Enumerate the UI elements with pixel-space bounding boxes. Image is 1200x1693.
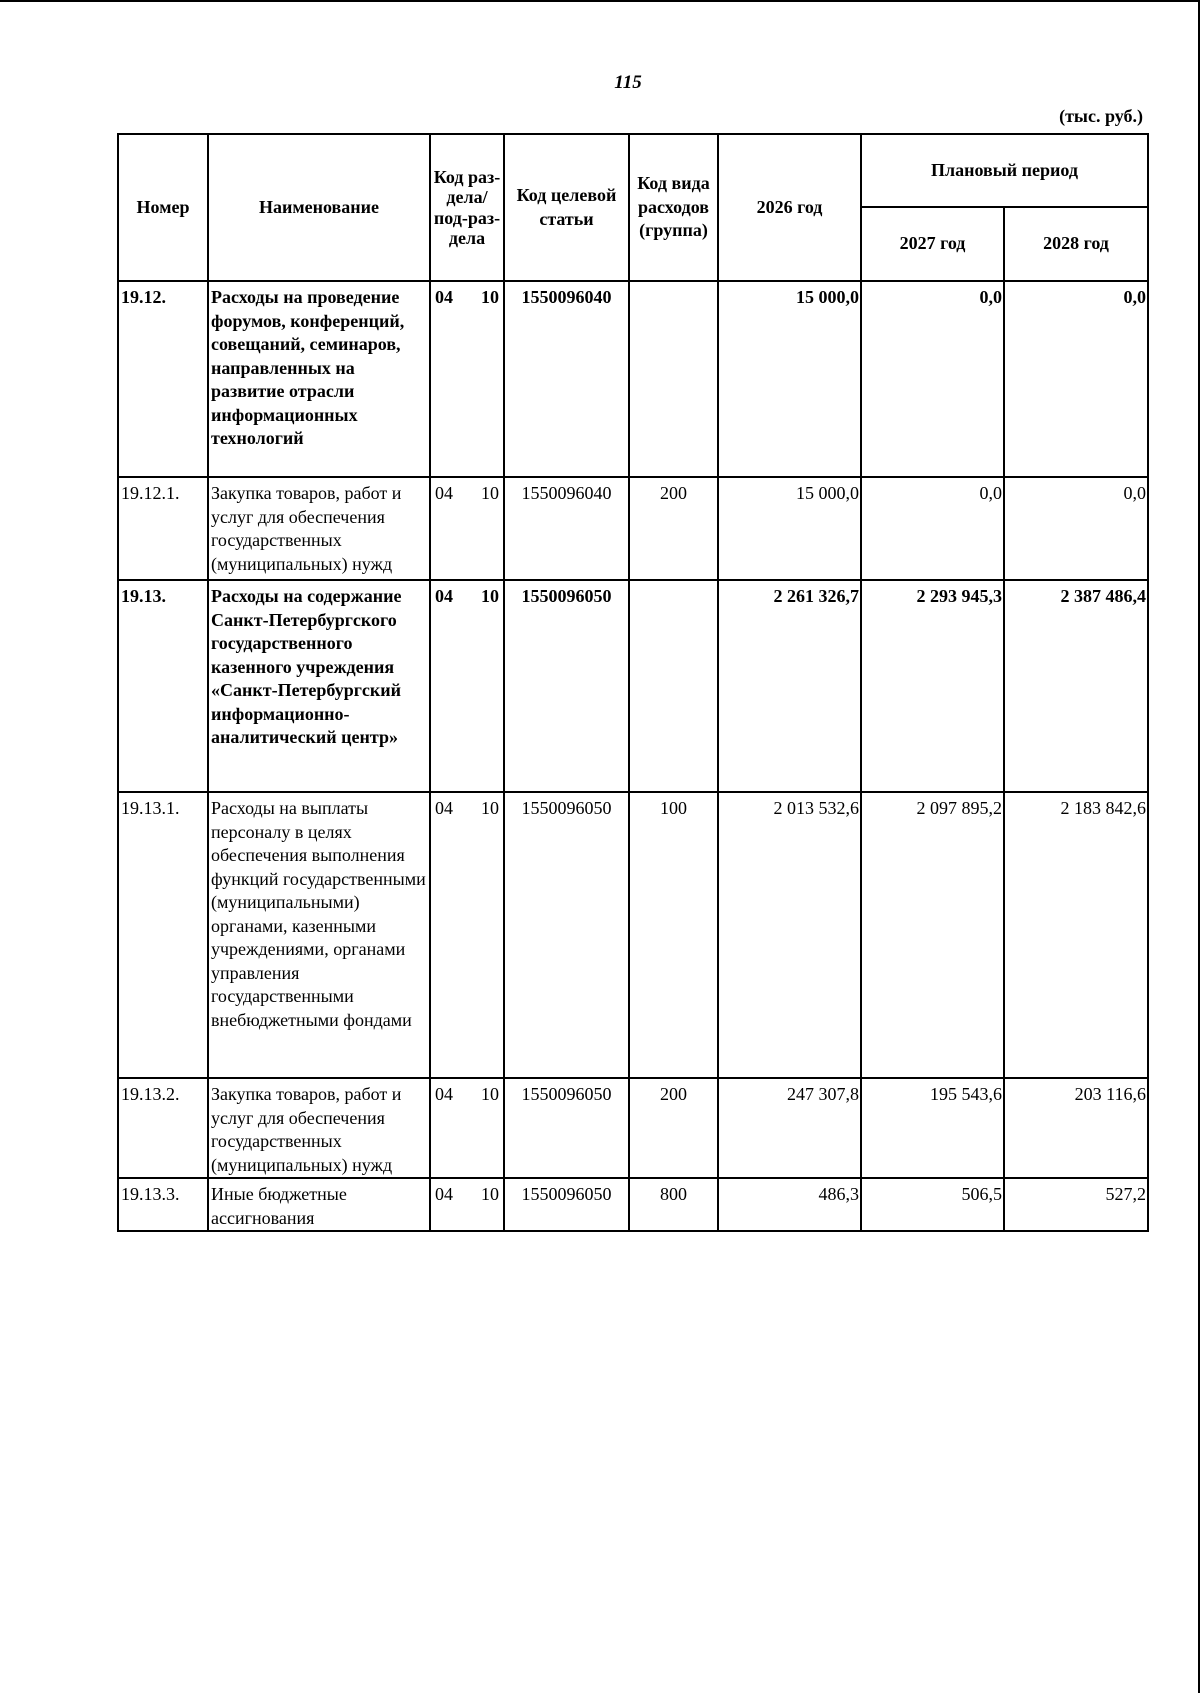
- subsection-code: 10: [481, 287, 499, 307]
- table-row: [118, 1078, 1148, 1178]
- section-code: 04: [435, 586, 453, 606]
- row-target-article: 1550096040: [504, 281, 629, 477]
- row-amount-2028: 0,0: [1004, 477, 1148, 580]
- row-name: Закупка товаров, работ и услуг для обеспечения государственных (муниципальных) нужд: [208, 477, 430, 580]
- header-target-article: Код целевой статьи: [504, 134, 629, 281]
- row-target-article: 1550096050: [504, 792, 629, 1078]
- subsection-code: 10: [481, 483, 499, 503]
- table-row: [118, 1178, 1148, 1231]
- subsection-code: 10: [481, 1184, 499, 1204]
- row-amount-2026: 15 000,0: [718, 477, 861, 580]
- row-amount-2028: 203 116,6: [1004, 1078, 1148, 1178]
- row-amount-2027: 2 293 945,3: [861, 580, 1004, 792]
- row-amount-2027: 2 097 895,2: [861, 792, 1004, 1078]
- row-number: 19.12.: [118, 281, 208, 477]
- row-amount-2028: 2 183 842,6: [1004, 792, 1148, 1078]
- row-section-code: [430, 477, 504, 580]
- row-amount-2026: 2 261 326,7: [718, 580, 861, 792]
- header-year-2026: 2026 год: [718, 134, 861, 281]
- row-target-article: 1550096050: [504, 1078, 629, 1178]
- header-year-2028: 2028 год: [1004, 207, 1148, 281]
- page-number: 115: [614, 72, 642, 93]
- row-expense-type: 200: [629, 477, 718, 580]
- section-code: 04: [435, 287, 453, 307]
- header-section: Код раз-дела/ под-раз-дела: [430, 134, 504, 281]
- row-name: Иные бюджетные ассигнования: [208, 1178, 430, 1231]
- row-number: 19.13.: [118, 580, 208, 792]
- row-amount-2026: 15 000,0: [718, 281, 861, 477]
- row-expense-type: 800: [629, 1178, 718, 1231]
- header-name: Наименование: [208, 134, 430, 281]
- row-expense-type: 200: [629, 1078, 718, 1178]
- table-row: [118, 477, 1148, 580]
- row-amount-2026: 2 013 532,6: [718, 792, 861, 1078]
- table-row: [118, 792, 1148, 1078]
- table-body: [118, 281, 1148, 1231]
- row-name: Расходы на содержание Санкт-Петербургского государственного казенного учреждения «Санкт-Петербургский информационно-аналитический центр»: [208, 580, 430, 792]
- table-header: [118, 134, 1148, 281]
- table-row: [118, 281, 1148, 477]
- header-planning-period: Плановый период: [861, 134, 1148, 207]
- row-number: 19.13.1.: [118, 792, 208, 1078]
- row-target-article: 1550096050: [504, 1178, 629, 1231]
- row-expense-type: [629, 281, 718, 477]
- row-section-code: [430, 580, 504, 792]
- row-name: Расходы на проведение форумов, конференций, совещаний, семинаров, направленных на развитие отрасли информационных технологий: [208, 281, 430, 477]
- row-number: 19.13.3.: [118, 1178, 208, 1231]
- row-amount-2028: 0,0: [1004, 281, 1148, 477]
- row-amount-2028: 2 387 486,4: [1004, 580, 1148, 792]
- row-target-article: 1550096040: [504, 477, 629, 580]
- row-amount-2027: 0,0: [861, 281, 1004, 477]
- row-name: Расходы на выплаты персоналу в целях обеспечения выполнения функций государственными (муниципальными) органами, казенными учреждениями, органами управления государственными внебюджетными фондами: [208, 792, 430, 1078]
- row-amount-2028: 527,2: [1004, 1178, 1148, 1231]
- row-name: Закупка товаров, работ и услуг для обеспечения государственных (муниципальных) нужд: [208, 1078, 430, 1178]
- header-expense-type: Код вида расходов (группа): [629, 134, 718, 281]
- budget-table: [117, 133, 1149, 1232]
- page-border-top: [0, 0, 1200, 2]
- section-code: 04: [435, 1184, 453, 1204]
- section-code: 04: [435, 798, 453, 818]
- row-number: 19.13.2.: [118, 1078, 208, 1178]
- row-section-code: [430, 281, 504, 477]
- row-expense-type: [629, 580, 718, 792]
- row-expense-type: 100: [629, 792, 718, 1078]
- row-amount-2027: 0,0: [861, 477, 1004, 580]
- row-section-code: [430, 1078, 504, 1178]
- section-code: 04: [435, 1084, 453, 1104]
- row-number: 19.12.1.: [118, 477, 208, 580]
- subsection-code: 10: [481, 586, 499, 606]
- row-amount-2027: 195 543,6: [861, 1078, 1004, 1178]
- subsection-code: 10: [481, 798, 499, 818]
- row-amount-2026: 486,3: [718, 1178, 861, 1231]
- row-section-code: [430, 1178, 504, 1231]
- subsection-code: 10: [481, 1084, 499, 1104]
- table-row: [118, 580, 1148, 792]
- header-number: Номер: [118, 134, 208, 281]
- section-code: 04: [435, 483, 453, 503]
- row-section-code: [430, 792, 504, 1078]
- row-amount-2027: 506,5: [861, 1178, 1004, 1231]
- header-year-2027: 2027 год: [861, 207, 1004, 281]
- units-label: (тыс. руб.): [1059, 106, 1143, 126]
- row-target-article: 1550096050: [504, 580, 629, 792]
- row-amount-2026: 247 307,8: [718, 1078, 861, 1178]
